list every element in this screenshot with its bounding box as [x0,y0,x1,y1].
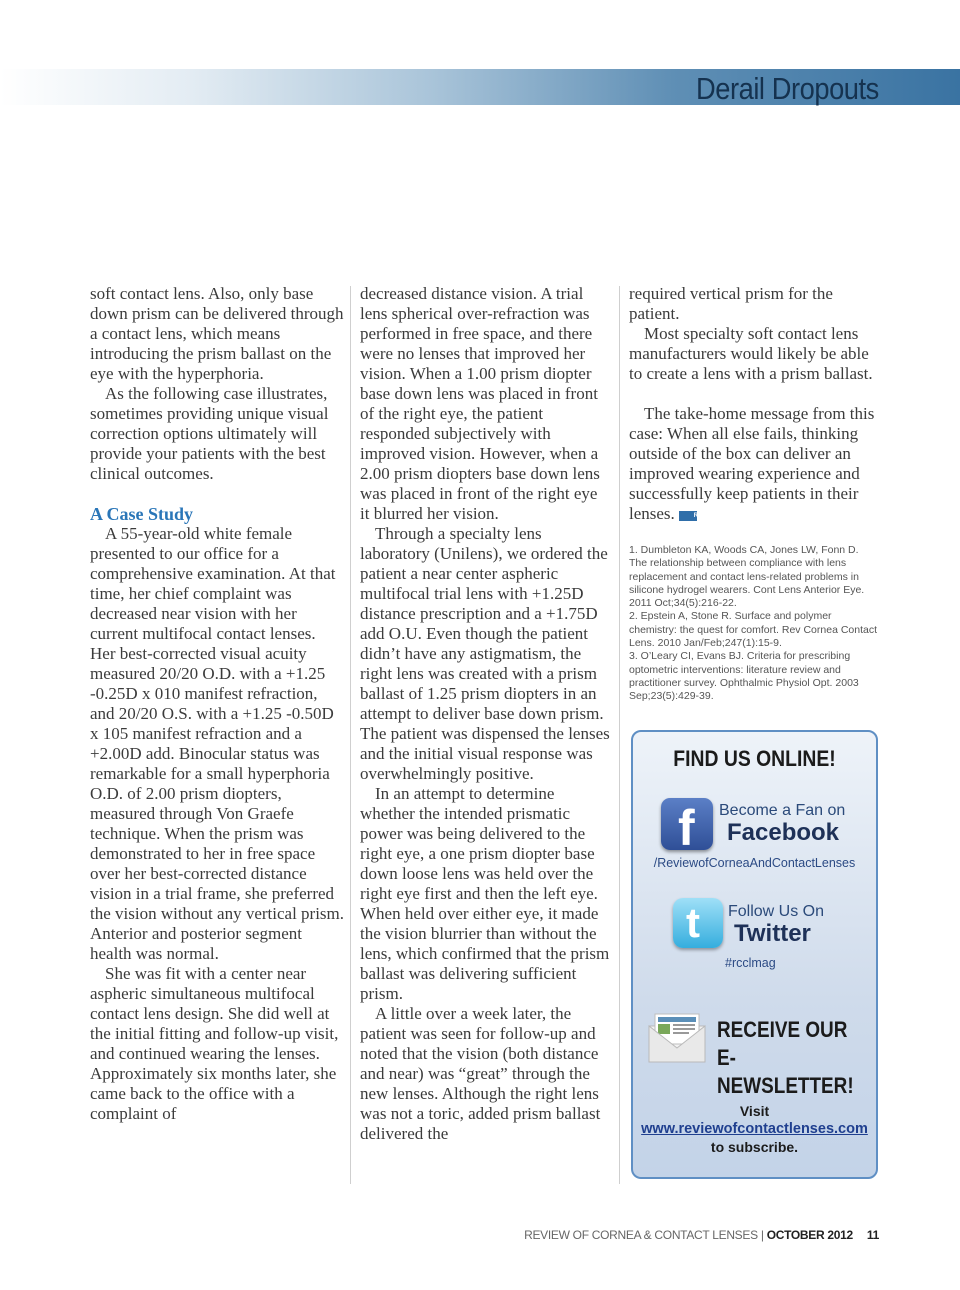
newsletter-heading-line: RECEIVE OUR [717,1017,848,1042]
reference-item: 3. O’Leary CI, Evans BJ. Criteria for prescribing optometric interventions: literature review and practitioner survey. Ophthalmic Physiol Opt. 2003 Sep;23(5):429-39. [629,650,859,703]
subscribe-label: to subscribe. [710,1139,799,1155]
twitter-icon[interactable]: t [673,898,723,948]
column-divider [619,286,620,1184]
column-1 [90,284,344,1124]
column-3 [629,284,879,704]
facebook-icon[interactable]: f [661,798,713,850]
visit-label: Visit [739,1103,770,1119]
end-mark-icon: RCCL [679,511,697,521]
facebook-handle-link[interactable]: /ReviewofCorneaAndContactLenses [653,856,856,870]
paragraph: Through a specialty lens laboratory (Unilens), we ordered the patient a near center aspheric multifocal trial lens with +1.25D distance prescription and a +1.75D add O.U. Even though the patient didn’t have any astigmatism, the right lens was created with a prism ballast of 1.25 prism diopters in an attempt to deliver base down prism. The patient was dispensed the lenses and the initial visual response was overwhelmingly positive. [360,524,610,783]
website-link[interactable]: www.reviewofcontactlenses.com [641,1121,868,1137]
reference-item: 1. Dumbleton KA, Woods CA, Jones LW, Fonn D. The relationship between compliance with lens replacement and contact lens-related problems in silicone hydrogel wearers. Cont Lens Anterior Eye. 2011 Oct;34(5):216-22. [629,544,865,610]
paragraph: A little over a week later, the patient was seen for follow-up and noted that the vision (both distance and near) was “great” through the new lenses. Although the right lens was not a toric, added prism ballast delivered the [360,1004,601,1143]
column-divider [350,286,351,1184]
paragraph: She was fit with a center near aspheric simultaneous multifocal contact lens design. She did well at the initial fitting and follow-up visit, and continued wearing the lenses. Approximately six months later, she came back to the office with a complaint of [90,964,339,1123]
reference-item: 2. Epstein A, Stone R. Surface and polymer chemistry: the quest for comfort. Rev Cornea Contact Lens. 2010 Jan/Feb;247(1):15-9. [629,610,878,650]
paragraph: Most specialty soft contact lens manufacturers would likely be able to create a lens with a prism ballast. [629,324,873,383]
paragraph: required vertical prism for the patient. [629,284,833,323]
find-us-online-box [631,730,878,1179]
issue-date: OCTOBER 2012 [766,1228,853,1242]
paragraph: As the following case illustrates, sometimes providing unique visual correction options ultimately will provide your patients with the best clinical outcomes. [90,384,329,483]
references [629,544,879,704]
facebook-label[interactable]: Facebook [727,819,840,846]
paragraph: decreased distance vision. A trial lens spherical over-refraction was performed in free space, and there were no lenses that improved her vision. When a 1.00 prism diopter base down lens was placed in front of the right eye, the patient responded subjectively with improved vision. However, when a 2.00 prism diopters base down lens was placed in front of the right eye it blurred her vision. [360,284,600,523]
page-number: 11 [866,1228,879,1242]
newsletter-heading [717,1016,854,1100]
newsletter-envelope-icon [647,1012,707,1064]
paragraph: In an attempt to determine whether the intended prismatic power was being delivered to the right eye, a one prism diopter base down loose lens was held over the right eye first and then the left eye. When held over either eye, it made the vision blurrier than without the lens, which confirmed that the prism ballast was delivering sufficient prism. [360,784,610,1003]
section-heading: A Case Study [90,504,194,524]
paragraph: soft contact lens. Also, only base down prism can be delivered through a contact lens, which means introducing the prism ballast on the eye with the hyperphoria. [90,284,344,383]
column-2 [360,284,610,1144]
subscribe-block [633,1102,876,1156]
paragraph [629,404,879,524]
twitter-hashtag-link[interactable]: #rcclmag [725,956,776,970]
twitter-follow-label: Follow Us On [728,903,825,920]
newsletter-heading-line: E-NEWSLETTER! [717,1045,854,1098]
section-title: Derail Dropouts [696,71,879,106]
find-us-title: FIND US ONLINE! [673,746,836,771]
paragraph: A 55-year-old white female presented to our office for a comprehensive examination. At that time, her chief complaint was decreased near vision with her current multifocal contact lenses. Her best-corrected visual acuity measured 20/20 O.D. with a +1.25 -0.25D x 010 manifest refraction, and 20/20 O.S. with a +1.25 -0.50D x 105 manifest refraction and a +2.00D add. Binocular status was remarkable for a small hyperphoria O.D. of 2.00 prism diopters, measured through Von Graefe technique. When the prism was demonstrated to her in free space over her best-corrected distance vision in a trial frame, she preferred the vision without any vertical prism. Anterior and posterior segment health was normal. [90,524,345,963]
page-footer [524,1228,879,1242]
twitter-label[interactable]: Twitter [734,920,811,947]
publication-name: REVIEW OF CORNEA & CONTACT LENSES | [524,1228,767,1242]
facebook-fan-label: Become a Fan on [719,802,846,819]
closing-text: The take-home message from this case: When all else fails, thinking outside of the box can deliver an improved wearing experience and successfully keep patients in their lenses. [629,404,875,523]
